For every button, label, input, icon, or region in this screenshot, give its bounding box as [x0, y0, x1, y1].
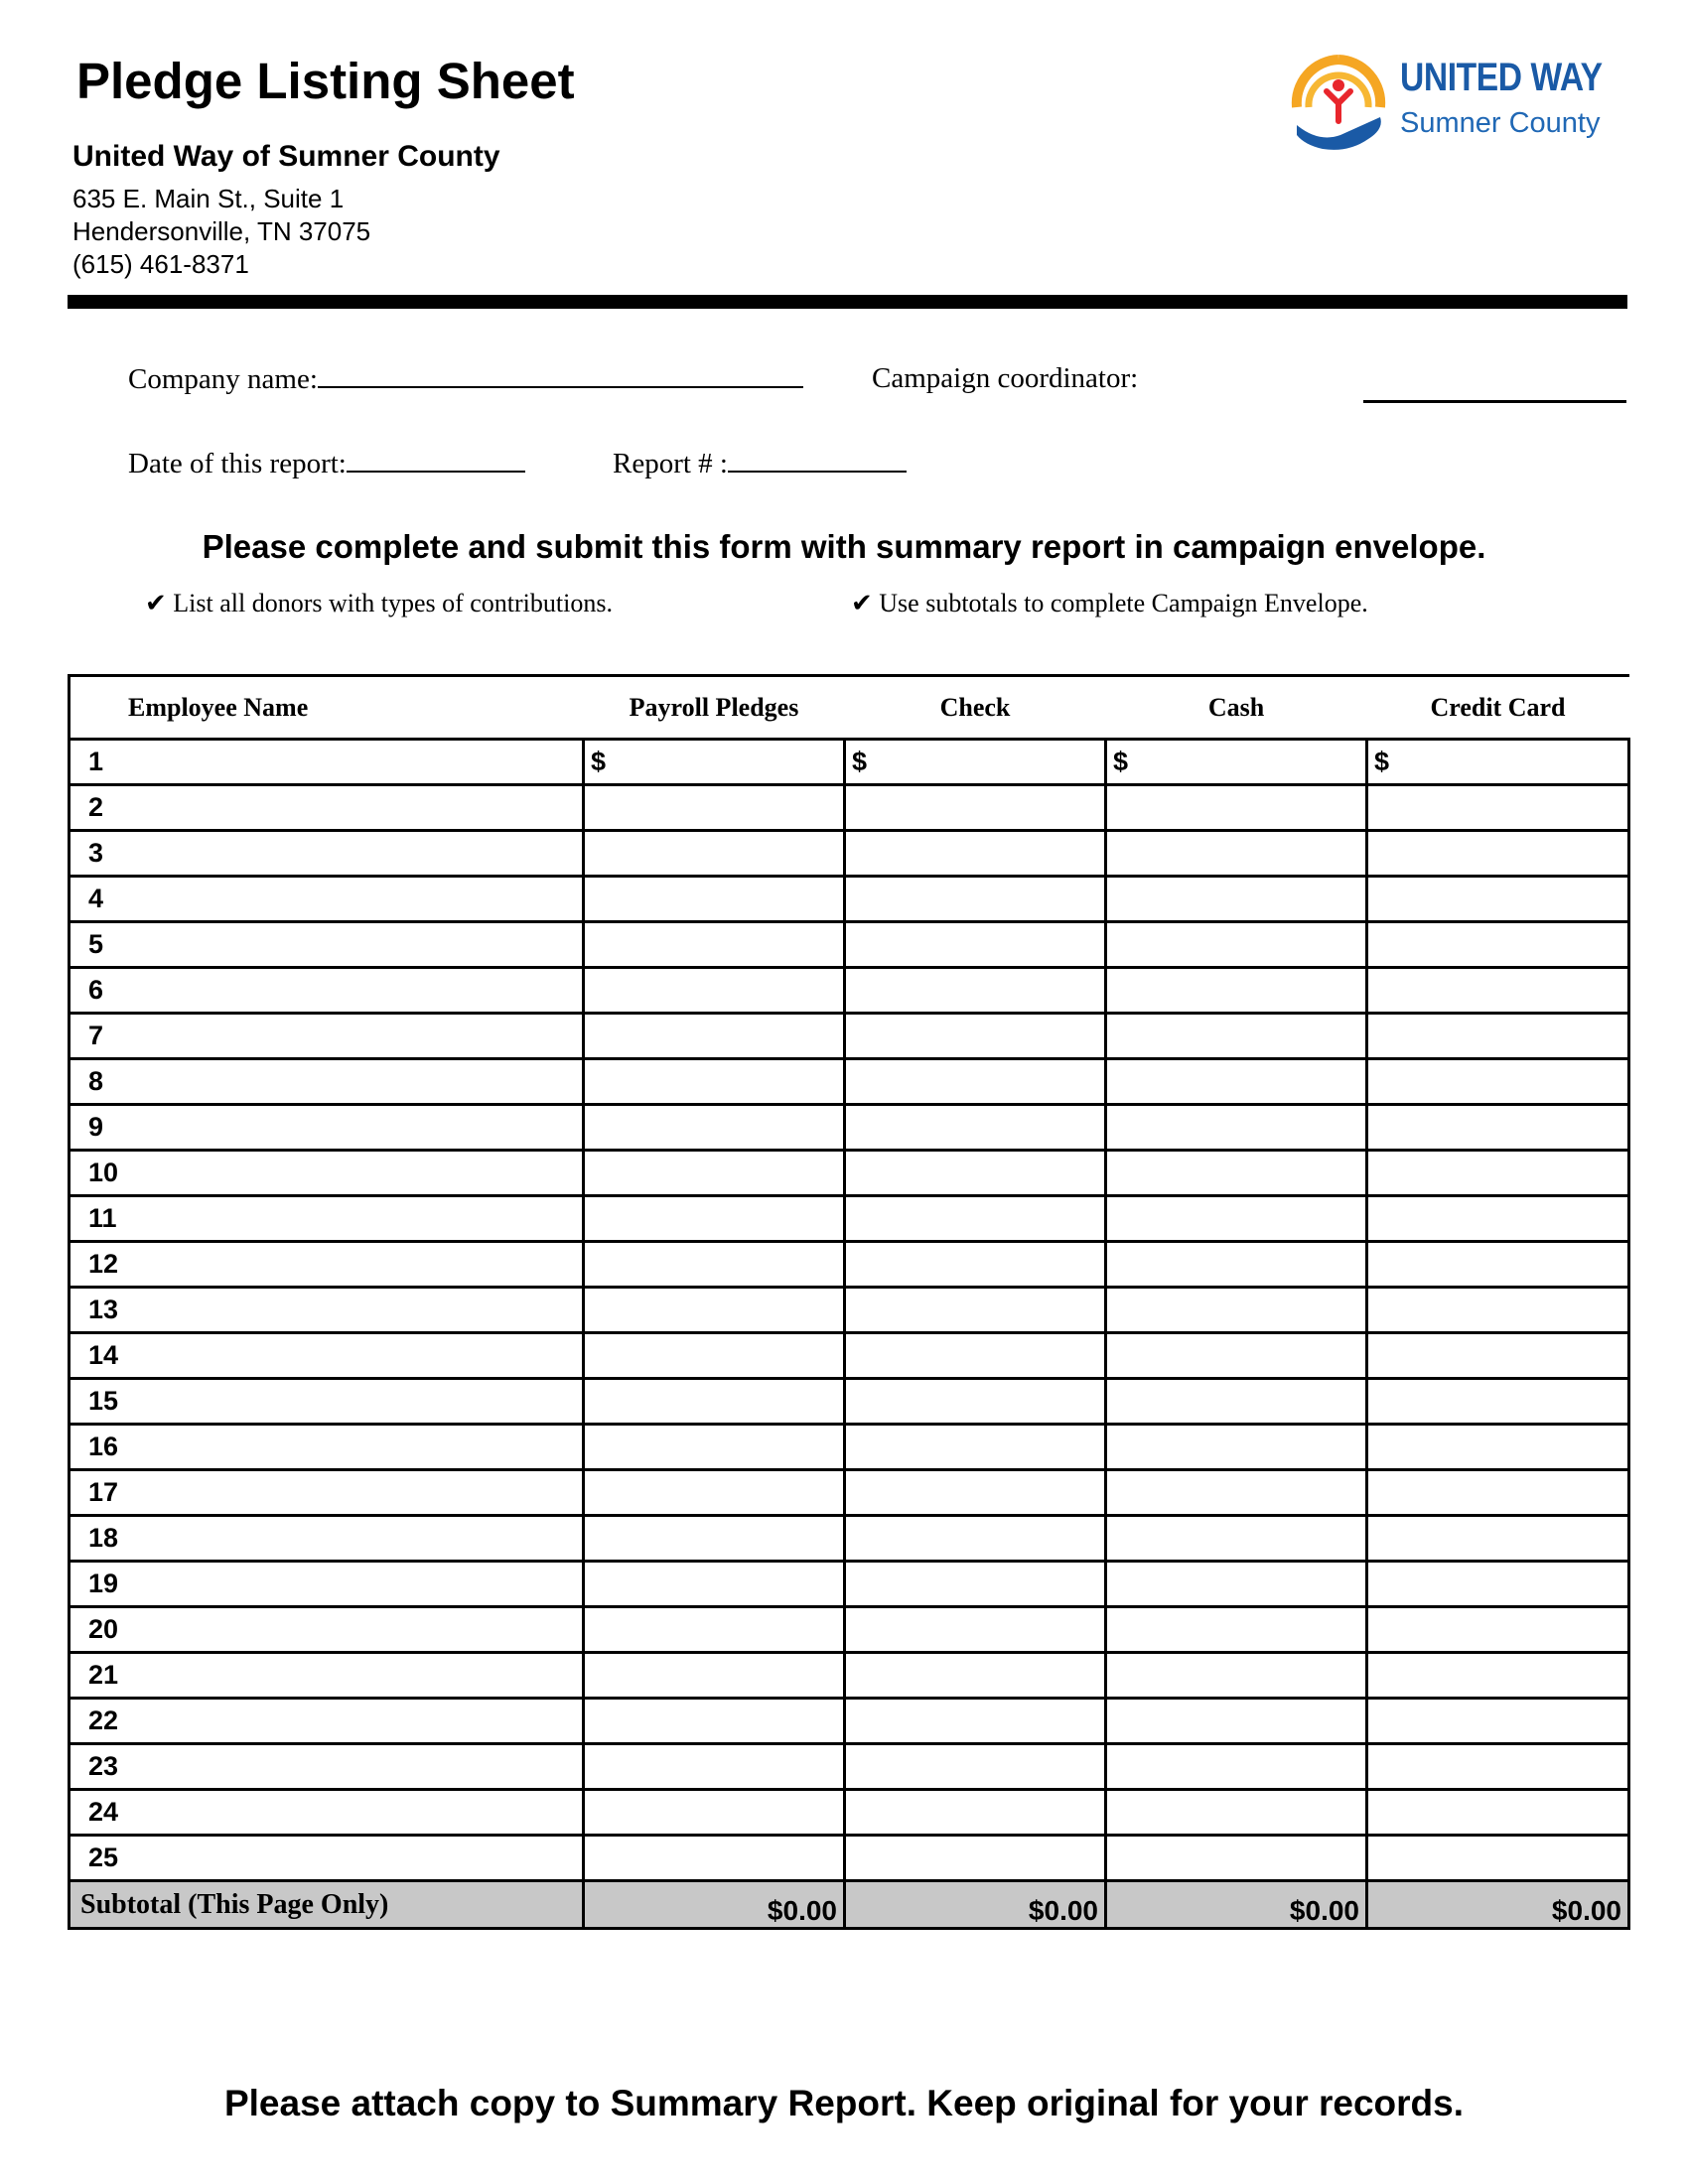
row-number: 21: [70, 1653, 584, 1699]
check-cell[interactable]: [845, 1333, 1106, 1379]
payroll-pledges-cell[interactable]: [584, 1516, 845, 1562]
row-number: 25: [70, 1836, 584, 1881]
check-cell[interactable]: [845, 831, 1106, 877]
row-number: 23: [70, 1744, 584, 1790]
org-name: United Way of Sumner County: [72, 140, 500, 173]
payroll-pledges-cell[interactable]: [584, 831, 845, 877]
check-cell[interactable]: [845, 1836, 1106, 1881]
cash-cell[interactable]: [1106, 968, 1367, 1014]
cash-cell[interactable]: [1106, 1744, 1367, 1790]
table-row: [70, 1333, 1629, 1379]
table-row: [70, 1790, 1629, 1836]
cash-cell[interactable]: [1106, 1516, 1367, 1562]
table-row: [70, 1151, 1629, 1196]
payroll-pledges-cell[interactable]: [584, 1379, 845, 1425]
check-cell[interactable]: [845, 1242, 1106, 1288]
check-cell[interactable]: [845, 1607, 1106, 1653]
column-header-credit-card: Credit Card: [1367, 676, 1629, 740]
cash-cell[interactable]: [1106, 1607, 1367, 1653]
subtotal-payroll-pledges: $0.00: [584, 1881, 845, 1929]
row-number: 6: [70, 968, 584, 1014]
table-row: [70, 1699, 1629, 1744]
table-row: [70, 1379, 1629, 1425]
row-number: 4: [70, 877, 584, 922]
report-date-label: Date of this report:: [128, 448, 347, 479]
cash-cell[interactable]: [1106, 831, 1367, 877]
payroll-pledges-cell[interactable]: [584, 1288, 845, 1333]
credit-card-cell[interactable]: [1367, 1288, 1629, 1333]
table-row: [70, 968, 1629, 1014]
credit-card-cell[interactable]: [1367, 1653, 1629, 1699]
table-row: [70, 1836, 1629, 1881]
payroll-pledges-cell[interactable]: [584, 1242, 845, 1288]
payroll-pledges-cell[interactable]: [584, 1196, 845, 1242]
payroll-pledges-cell[interactable]: [584, 1836, 845, 1881]
row-number: 19: [70, 1562, 584, 1607]
payroll-pledges-cell[interactable]: $: [584, 740, 845, 785]
company-name-input[interactable]: [318, 362, 803, 388]
payroll-pledges-cell[interactable]: [584, 1653, 845, 1699]
payroll-pledges-cell[interactable]: [584, 1105, 845, 1151]
cash-cell[interactable]: $: [1106, 740, 1367, 785]
cash-cell[interactable]: [1106, 1790, 1367, 1836]
credit-card-cell[interactable]: [1367, 1379, 1629, 1425]
credit-card-cell[interactable]: [1367, 1014, 1629, 1059]
address-line1: 635 E. Main St., Suite 1: [72, 184, 345, 213]
cash-cell[interactable]: [1106, 1425, 1367, 1470]
check-cell[interactable]: [845, 1470, 1106, 1516]
table-row: [70, 1288, 1629, 1333]
row-number: 15: [70, 1379, 584, 1425]
cash-cell[interactable]: [1106, 1562, 1367, 1607]
credit-card-cell[interactable]: [1367, 968, 1629, 1014]
row-number: 12: [70, 1242, 584, 1288]
cash-cell[interactable]: [1106, 1333, 1367, 1379]
row-number: 9: [70, 1105, 584, 1151]
credit-card-cell[interactable]: [1367, 1425, 1629, 1470]
credit-card-cell[interactable]: [1367, 1105, 1629, 1151]
subtotal-cash: $0.00: [1106, 1881, 1367, 1929]
credit-card-cell[interactable]: [1367, 1516, 1629, 1562]
credit-card-cell[interactable]: [1367, 922, 1629, 968]
credit-card-cell[interactable]: [1367, 1790, 1629, 1836]
check-cell[interactable]: [845, 968, 1106, 1014]
campaign-coordinator-input[interactable]: [1363, 400, 1626, 403]
table-row: [70, 1470, 1629, 1516]
checklist-item-donors: ✔ List all donors with types of contributions.: [145, 589, 613, 617]
table-row: [70, 1105, 1629, 1151]
credit-card-cell[interactable]: [1367, 1059, 1629, 1105]
report-date-input[interactable]: [347, 447, 525, 473]
credit-card-cell[interactable]: $: [1367, 740, 1629, 785]
header-divider: [68, 295, 1627, 309]
credit-card-cell[interactable]: [1367, 877, 1629, 922]
table-header-row: [70, 676, 1629, 740]
check-cell[interactable]: [845, 785, 1106, 831]
logo-text-united-way: UNITED WAY: [1400, 56, 1603, 99]
table-row: [70, 831, 1629, 877]
payroll-pledges-cell[interactable]: [584, 785, 845, 831]
credit-card-cell[interactable]: [1367, 1836, 1629, 1881]
table-row: [70, 1516, 1629, 1562]
payroll-pledges-cell[interactable]: [584, 1699, 845, 1744]
check-cell[interactable]: [845, 1516, 1106, 1562]
cash-cell[interactable]: [1106, 1014, 1367, 1059]
payroll-pledges-cell[interactable]: [584, 1333, 845, 1379]
row-number: 11: [70, 1196, 584, 1242]
payroll-pledges-cell[interactable]: [584, 1607, 845, 1653]
row-number: 5: [70, 922, 584, 968]
payroll-pledges-cell[interactable]: [584, 1014, 845, 1059]
column-header-cash: Cash: [1106, 676, 1367, 740]
payroll-pledges-cell[interactable]: [584, 1059, 845, 1105]
cash-cell[interactable]: [1106, 1836, 1367, 1881]
credit-card-cell[interactable]: [1367, 1562, 1629, 1607]
cash-cell[interactable]: [1106, 1059, 1367, 1105]
report-number-label: Report # :: [613, 448, 728, 479]
table-row: [70, 1014, 1629, 1059]
checklist-item-subtotals: ✔ Use subtotals to complete Campaign Envelope.: [851, 589, 1368, 617]
payroll-pledges-cell[interactable]: [584, 1562, 845, 1607]
table-row: [70, 1607, 1629, 1653]
credit-card-cell[interactable]: [1367, 785, 1629, 831]
check-cell[interactable]: [845, 1699, 1106, 1744]
check-cell[interactable]: [845, 877, 1106, 922]
payroll-pledges-cell[interactable]: [584, 1744, 845, 1790]
check-cell[interactable]: [845, 1562, 1106, 1607]
subtotal-label: Subtotal (This Page Only): [70, 1881, 584, 1929]
table-row: [70, 1425, 1629, 1470]
credit-card-cell[interactable]: [1367, 831, 1629, 877]
table-row: [70, 922, 1629, 968]
pledge-table: [68, 674, 1630, 1930]
row-number: 10: [70, 1151, 584, 1196]
check-cell[interactable]: [845, 1059, 1106, 1105]
check-cell[interactable]: [845, 1653, 1106, 1699]
column-header-payroll-pledges: Payroll Pledges: [584, 676, 845, 740]
table-row: [70, 740, 1629, 785]
cash-cell[interactable]: [1106, 1196, 1367, 1242]
check-cell[interactable]: $: [845, 740, 1106, 785]
campaign-coordinator-label: Campaign coordinator:: [872, 362, 1139, 394]
row-number: 22: [70, 1699, 584, 1744]
column-header-check: Check: [845, 676, 1106, 740]
company-name-field: [128, 362, 803, 396]
table-row: [70, 1744, 1629, 1790]
check-cell[interactable]: [845, 1196, 1106, 1242]
cash-cell[interactable]: [1106, 1379, 1367, 1425]
row-number: 1: [70, 740, 584, 785]
credit-card-cell[interactable]: [1367, 1744, 1629, 1790]
check-cell[interactable]: [845, 1105, 1106, 1151]
cash-cell[interactable]: [1106, 1288, 1367, 1333]
payroll-pledges-cell[interactable]: [584, 1790, 845, 1836]
payroll-pledges-cell[interactable]: [584, 877, 845, 922]
row-number: 3: [70, 831, 584, 877]
check-cell[interactable]: [845, 1379, 1106, 1425]
credit-card-cell[interactable]: [1367, 1607, 1629, 1653]
subtotal-row: [70, 1881, 1629, 1929]
report-date-field: [128, 447, 525, 480]
credit-card-cell[interactable]: [1367, 1470, 1629, 1516]
check-cell[interactable]: [845, 1425, 1106, 1470]
credit-card-cell[interactable]: [1367, 1699, 1629, 1744]
table-row: [70, 1242, 1629, 1288]
cash-cell[interactable]: [1106, 922, 1367, 968]
row-number: 16: [70, 1425, 584, 1470]
payroll-pledges-cell[interactable]: [584, 922, 845, 968]
company-name-label: Company name:: [128, 363, 318, 395]
cash-cell[interactable]: [1106, 1151, 1367, 1196]
table-row: [70, 1196, 1629, 1242]
check-cell[interactable]: [845, 1151, 1106, 1196]
cash-cell[interactable]: [1106, 1242, 1367, 1288]
credit-card-cell[interactable]: [1367, 1151, 1629, 1196]
check-cell[interactable]: [845, 1744, 1106, 1790]
row-number: 14: [70, 1333, 584, 1379]
check-cell[interactable]: [845, 1014, 1106, 1059]
payroll-pledges-cell[interactable]: [584, 1151, 845, 1196]
cash-cell[interactable]: [1106, 785, 1367, 831]
table-row: [70, 1653, 1629, 1699]
page-title: Pledge Listing Sheet: [76, 53, 575, 109]
credit-card-cell[interactable]: [1367, 1242, 1629, 1288]
table-row: [70, 785, 1629, 831]
payroll-pledges-cell[interactable]: [584, 1470, 845, 1516]
row-number: 18: [70, 1516, 584, 1562]
logo-text-sumner-county: Sumner County: [1400, 107, 1601, 139]
cash-cell[interactable]: [1106, 877, 1367, 922]
report-number-input[interactable]: [728, 447, 907, 473]
subtotal-check: $0.00: [845, 1881, 1106, 1929]
subtotal-credit-card: $0.00: [1367, 1881, 1629, 1929]
united-way-logo-icon: [1289, 52, 1388, 155]
table-row: [70, 877, 1629, 922]
row-number: 17: [70, 1470, 584, 1516]
row-number: 13: [70, 1288, 584, 1333]
footer-note: Please attach copy to Summary Report. Keep original for your records.: [223, 2083, 1465, 2123]
row-number: 7: [70, 1014, 584, 1059]
row-number: 24: [70, 1790, 584, 1836]
table-row: [70, 1059, 1629, 1105]
cash-cell[interactable]: [1106, 1699, 1367, 1744]
check-cell[interactable]: [845, 922, 1106, 968]
check-cell[interactable]: [845, 1288, 1106, 1333]
phone-number: (615) 461-8371: [72, 249, 249, 279]
report-number-field: [613, 447, 907, 480]
table-row: [70, 1562, 1629, 1607]
cash-cell[interactable]: [1106, 1470, 1367, 1516]
credit-card-cell[interactable]: [1367, 1196, 1629, 1242]
row-number: 2: [70, 785, 584, 831]
check-cell[interactable]: [845, 1790, 1106, 1836]
payroll-pledges-cell[interactable]: [584, 1425, 845, 1470]
row-number: 20: [70, 1607, 584, 1653]
credit-card-cell[interactable]: [1367, 1333, 1629, 1379]
cash-cell[interactable]: [1106, 1653, 1367, 1699]
submission-instruction: Please complete and submit this form with summary report in campaign envelope.: [202, 528, 1486, 565]
row-number: 8: [70, 1059, 584, 1105]
united-way-logo: [1289, 52, 1607, 161]
column-header-employee-name: Employee Name: [70, 676, 584, 740]
payroll-pledges-cell[interactable]: [584, 968, 845, 1014]
address-line2: Hendersonville, TN 37075: [72, 216, 371, 246]
cash-cell[interactable]: [1106, 1105, 1367, 1151]
